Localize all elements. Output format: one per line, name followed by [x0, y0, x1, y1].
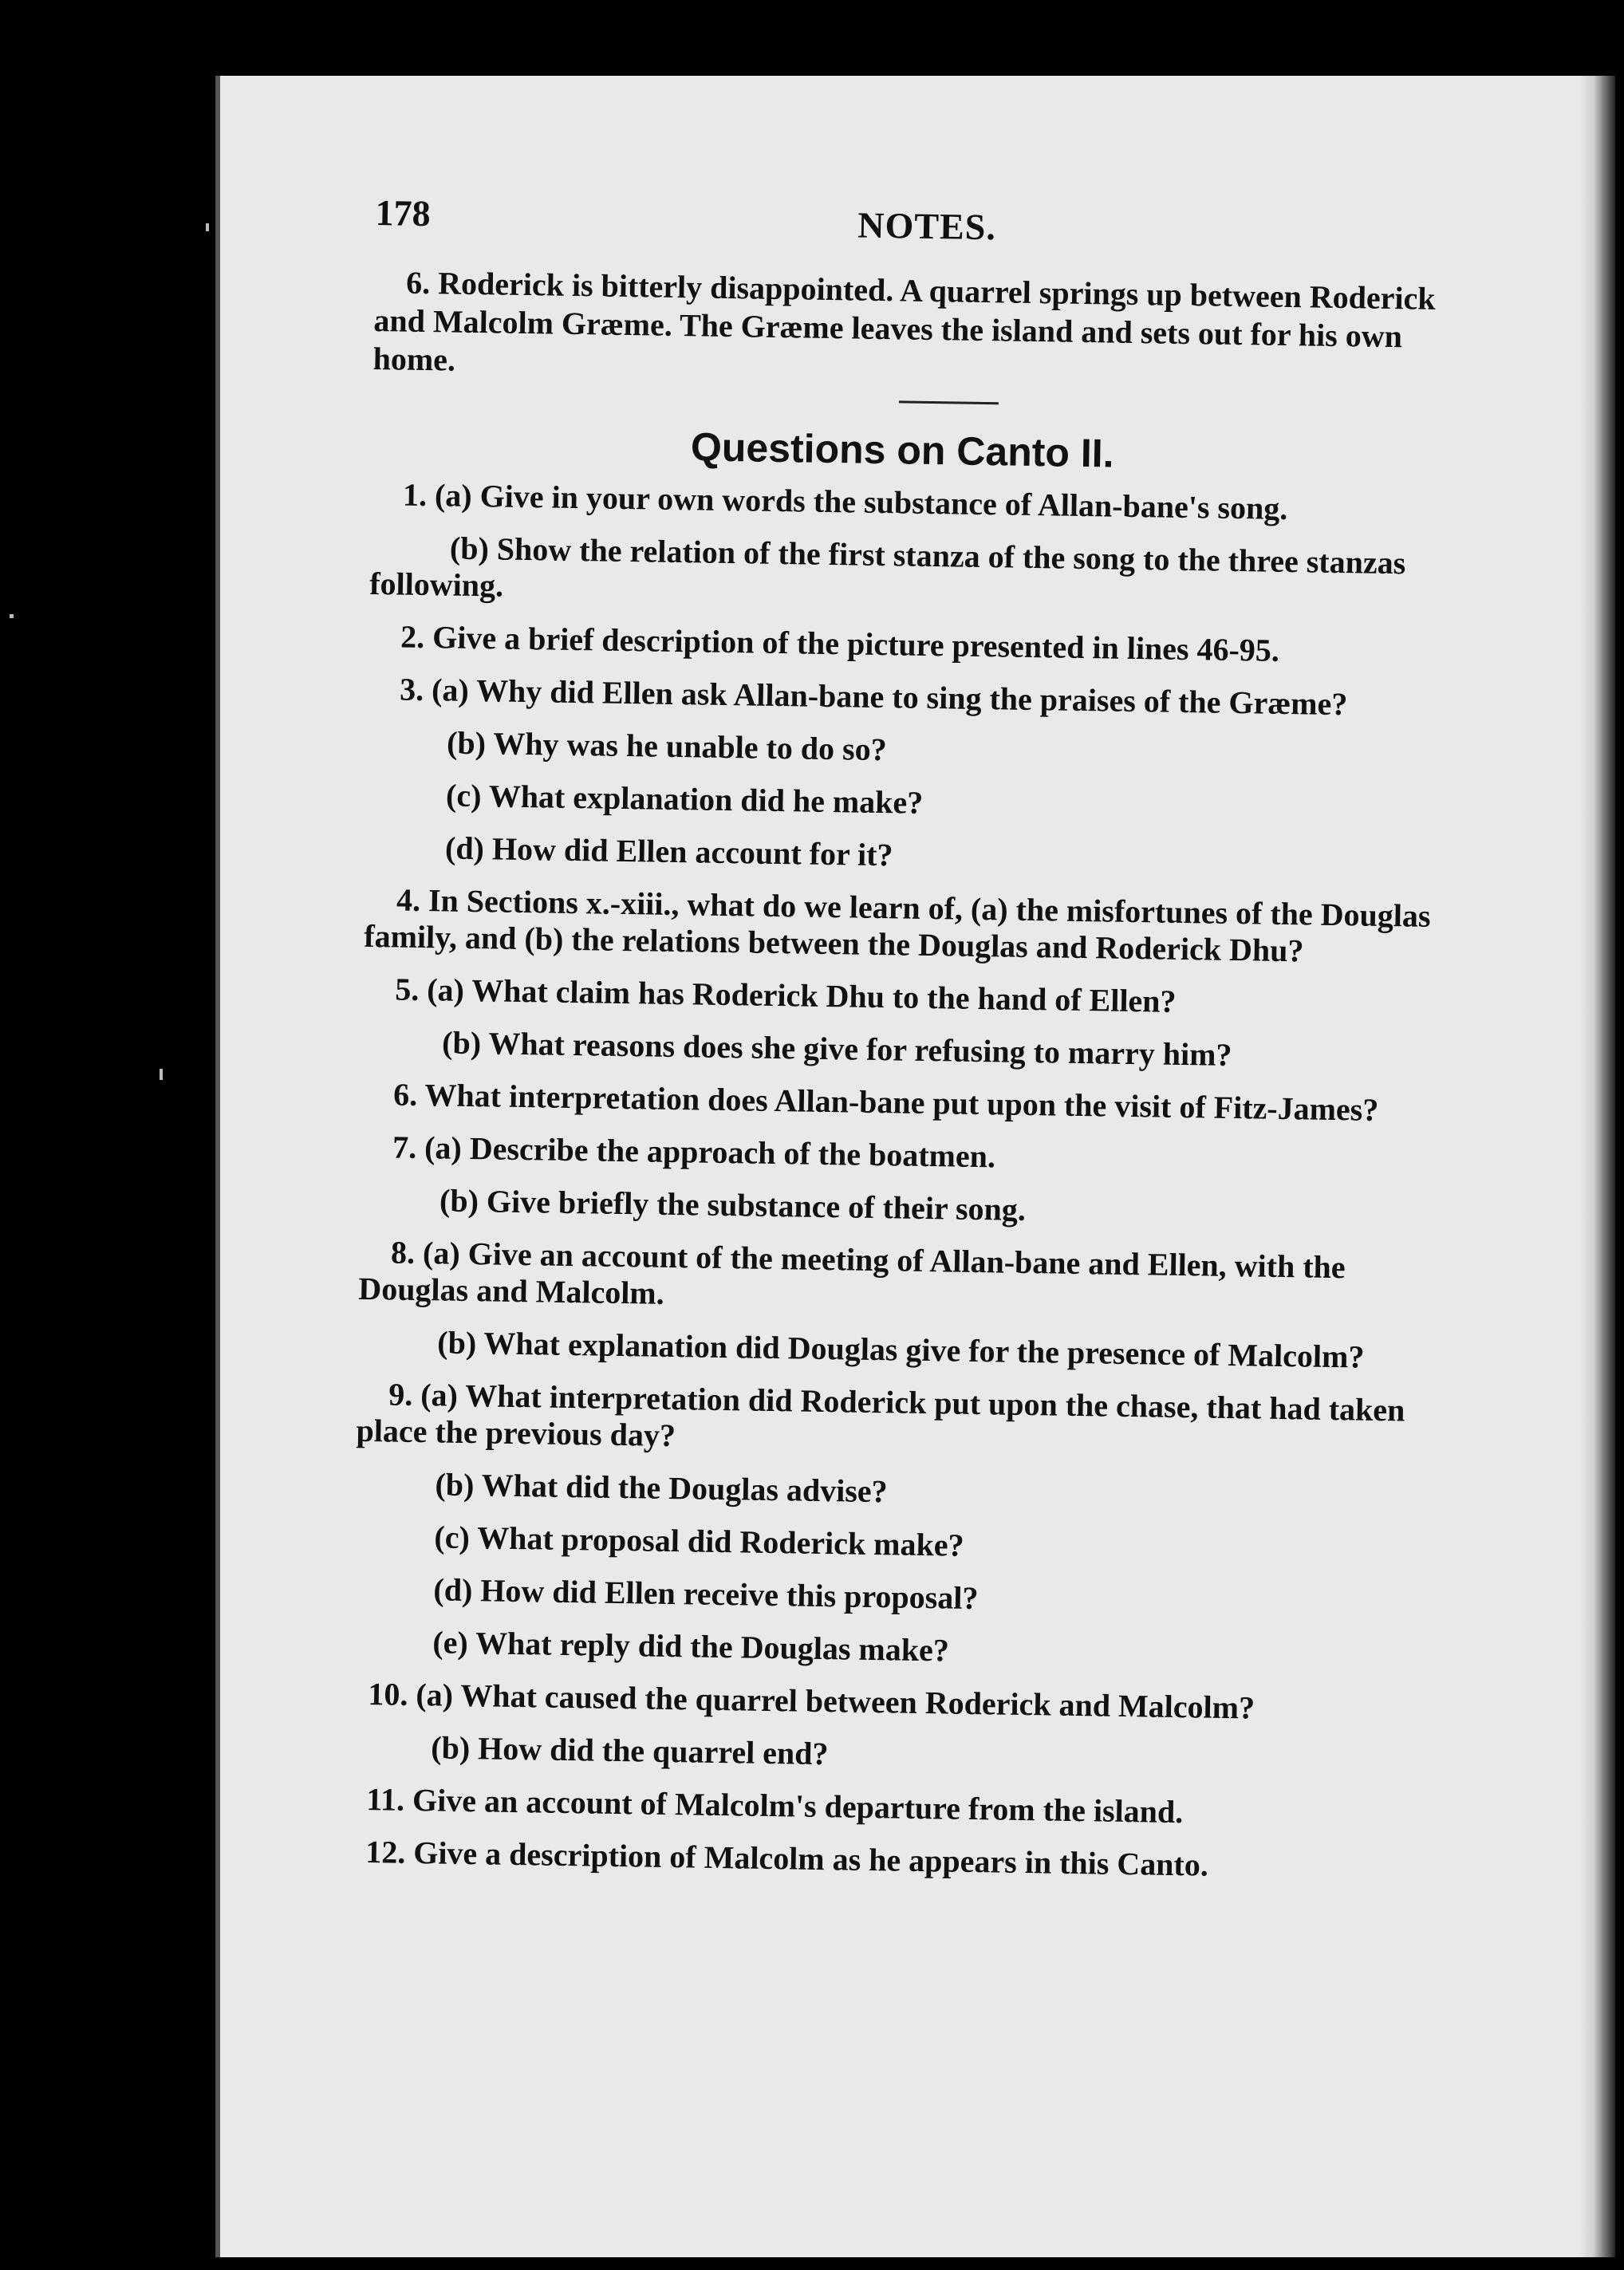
scan-speck [206, 223, 209, 231]
question-item: 7. (a) Describe the approach of the boatmen. [392, 1129, 996, 1175]
question-item: 8. (a) Give an account of the meeting of Allan-bane and Ellen, with the Douglas and Malcolm. [358, 1234, 1346, 1311]
question-subitem: (b) What explanation did Douglas give for the presence of Malcolm? [436, 1324, 1365, 1375]
question-subitem: (b) Why was he unable to do so? [446, 724, 888, 768]
summary-item: 6. Roderick is bitterly disappointed. A quarrel springs up between Roderick and Malcolm Græme. The Græme leaves the island and sets out for his own home. [372, 264, 1436, 378]
page-text [349, 191, 1468, 1903]
page-edge-shadow [1579, 76, 1615, 2257]
section-heading: Questions on Canto II. [690, 424, 1114, 476]
question-item: 5. (a) What claim has Roderick Dhu to the hand of Ellen? [394, 971, 1177, 1019]
scan-speck [10, 614, 14, 618]
question-subitem: (b) How did the quarrel end? [431, 1729, 829, 1772]
question-item: 2. Give a brief description of the picture presented in lines 46-95. [400, 618, 1280, 668]
question-item: 12. Give a description of Malcolm as he appears in this Canto. [365, 1834, 1209, 1883]
question-item: 6. What interpretation does Allan-bane put upon the visit of Fitz-James? [392, 1076, 1379, 1128]
question-item: 10. (a) What caused the quarrel between Roderick and Malcolm? [368, 1676, 1255, 1726]
scan-speck [160, 1069, 163, 1080]
question-subitem: (b) What reasons does she give for refusing to marry him? [441, 1024, 1232, 1073]
question-subitem: (e) What reply did the Douglas make? [432, 1624, 950, 1669]
question-item: 9. (a) What interpretation did Roderick put upon the chase, that had taken place the previous day? [356, 1376, 1405, 1454]
question-item: 11. Give an account of Malcolm's departure from the island. [365, 1781, 1184, 1831]
question-subitem: (d) How did Ellen receive this proposal? [433, 1571, 979, 1617]
question-item: 1. (a) Give in your own words the substance of Allan-bane's song. [402, 476, 1288, 527]
question-item: 3. (a) Why did Ellen ask Allan-bane to sing the praises of the Græme? [399, 671, 1348, 723]
question-subitem: (c) What proposal did Roderick make? [434, 1519, 964, 1563]
question-subitem: (c) What explanation did he make? [445, 777, 924, 821]
section-divider [899, 400, 999, 404]
question-item: 4. In Sections x.-xiii., what do we learn of, (a) the misfortunes of the Douglas family, and (b) the relations between the Douglas and Roderick Dhu? [363, 881, 1431, 969]
question-subitem: (b) What did the Douglas advise? [435, 1466, 888, 1510]
running-head: NOTES. [857, 204, 997, 248]
question-list [349, 476, 1464, 1887]
question-subitem: (b) Give briefly the substance of their song. [439, 1182, 1027, 1228]
page-number: 178 [375, 191, 431, 234]
book-page [215, 76, 1615, 2257]
question-subitem: (d) How did Ellen account for it? [444, 830, 893, 873]
question-subitem: (b) Show the relation of the first stanza of the song to the three stanzas following. [369, 530, 1406, 604]
